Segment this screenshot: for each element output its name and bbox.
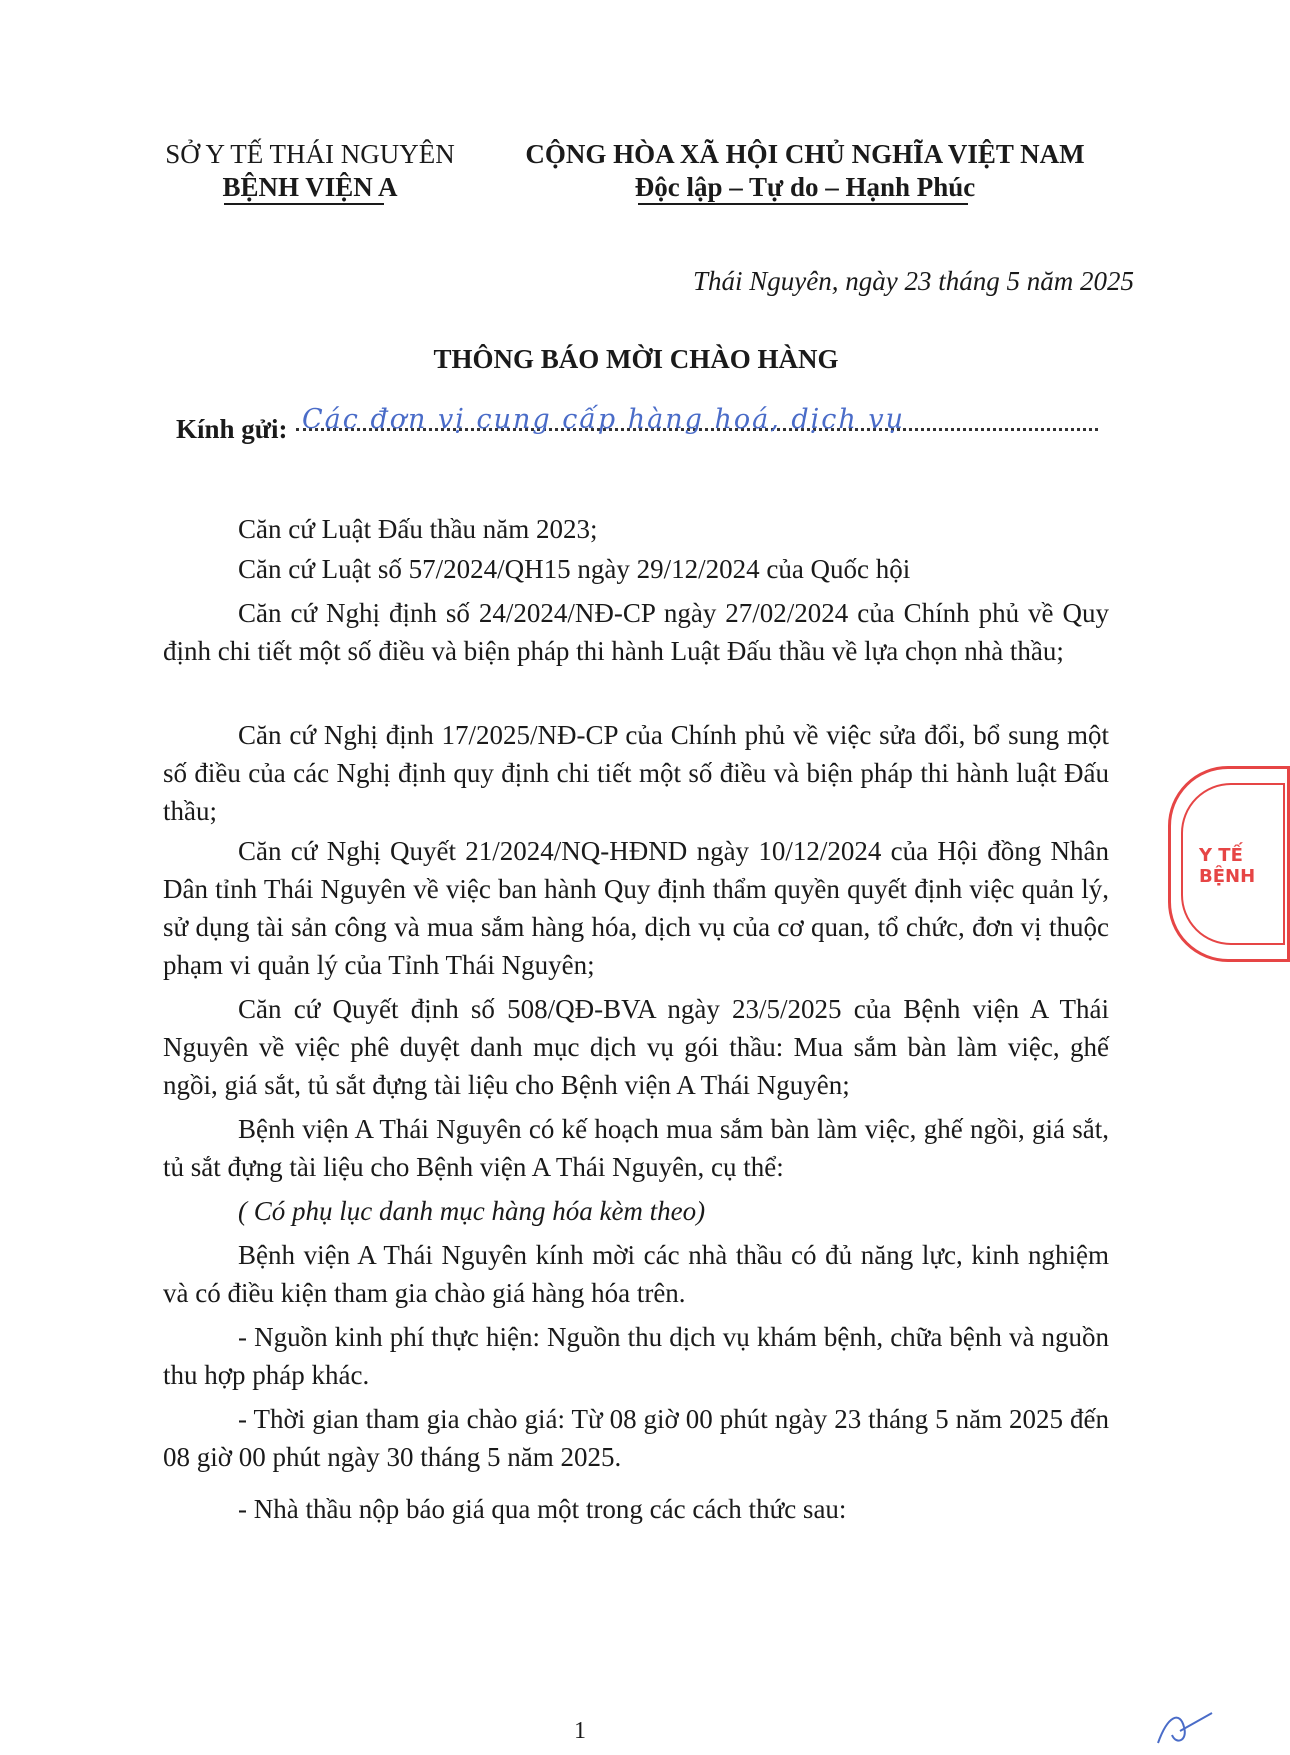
document-title: THÔNG BÁO MỜI CHÀO HÀNG [433, 344, 839, 374]
paragraph-2: Căn cứ Luật số 57/2024/QH15 ngày 29/12/2024 của Quốc hội [238, 554, 911, 584]
paragraph-5: Căn cứ Nghị Quyết 21/2024/NQ-HĐND ngày 10/12/2024 của Hội đồng Nhân Dân tỉnh Thái Nguyên về việc ban hành Quy định thẩm quyền quyết định việc quản lý, sử dụng tài sản công và mua sắm hàng hóa, dịch vụ của cơ quan, tổ chức, đơn vị thuộc phạm vi quản lý của Tỉnh Thái Nguyên; [163, 836, 1109, 980]
paragraph-6: Căn cứ Quyết định số 508/QĐ-BVA ngày 23/5/2025 của Bệnh viện A Thái Nguyên về việc phê duyệt danh mục dịch vụ gói thầu: Mua sắm bàn làm việc, ghế ngồi, giá sắt, tủ sắt đựng tài liệu cho Bệnh viện A Thái Nguyên; [163, 994, 1109, 1100]
motto: Độc lập – Tự do – Hạnh Phúc [634, 172, 976, 202]
page-number: 1 [574, 1718, 586, 1744]
official-stamp [1168, 766, 1290, 962]
org-parent: SỞ Y TẾ THÁI NGUYÊN [165, 139, 455, 169]
paragraph-8: ( Có phụ lục danh mục hàng hóa kèm theo) [238, 1196, 706, 1226]
org-underline [224, 203, 384, 205]
paragraph-12: - Nhà thầu nộp báo giá qua một trong các cách thức sau: [238, 1494, 847, 1524]
paragraph-1: Căn cứ Luật Đấu thầu năm 2023; [238, 514, 598, 544]
paragraph-7: Bệnh viện A Thái Nguyên có kế hoạch mua sắm bàn làm việc, ghế ngồi, giá sắt, tủ sắt đựng tài liệu cho Bệnh viện A Thái Nguyên, cụ thể: [163, 1114, 1109, 1182]
paragraph-9: Bệnh viện A Thái Nguyên kính mời các nhà thầu có đủ năng lực, kinh nghiệm và có điều kiện tham gia chào giá hàng hóa trên. [163, 1240, 1109, 1308]
country-title: CỘNG HÒA XÃ HỘI CHỦ NGHĨA VIỆT NAM [525, 139, 1085, 169]
paragraph-11: - Thời gian tham gia chào giá: Từ 08 giờ 00 phút ngày 23 tháng 5 năm 2025 đến 08 giờ 00 phút ngày 30 tháng 5 năm 2025. [163, 1404, 1109, 1472]
motto-underline [638, 203, 968, 205]
stamp-text: Y TẾ BỆNH [1199, 845, 1256, 887]
recipient-label: Kính gửi: [176, 414, 288, 444]
date-line: Thái Nguyên, ngày 23 tháng 5 năm 2025 [693, 266, 1134, 296]
org-name: BỆNH VIỆN A [222, 172, 398, 202]
paragraph-3: Căn cứ Nghị định số 24/2024/NĐ-CP ngày 27/02/2024 của Chính phủ về Quy định chi tiết một số điều và biện pháp thi hành Luật Đấu thầu về lựa chọn nhà thầu; [163, 598, 1109, 666]
paragraph-10: - Nguồn kinh phí thực hiện: Nguồn thu dịch vụ khám bệnh, chữa bệnh và nguồn thu hợp pháp khác. [163, 1322, 1109, 1390]
signature-mark-icon [1150, 1705, 1220, 1751]
paragraph-4: Căn cứ Nghị định 17/2025/NĐ-CP của Chính phủ về việc sửa đổi, bổ sung một số điều của các Nghị định quy định chi tiết một số điều và biện pháp thi hành luật Đấu thầu; [163, 720, 1109, 826]
recipient-handwriting: Các đơn vị cung cấp hàng hoá, dịch vụ [302, 404, 906, 435]
